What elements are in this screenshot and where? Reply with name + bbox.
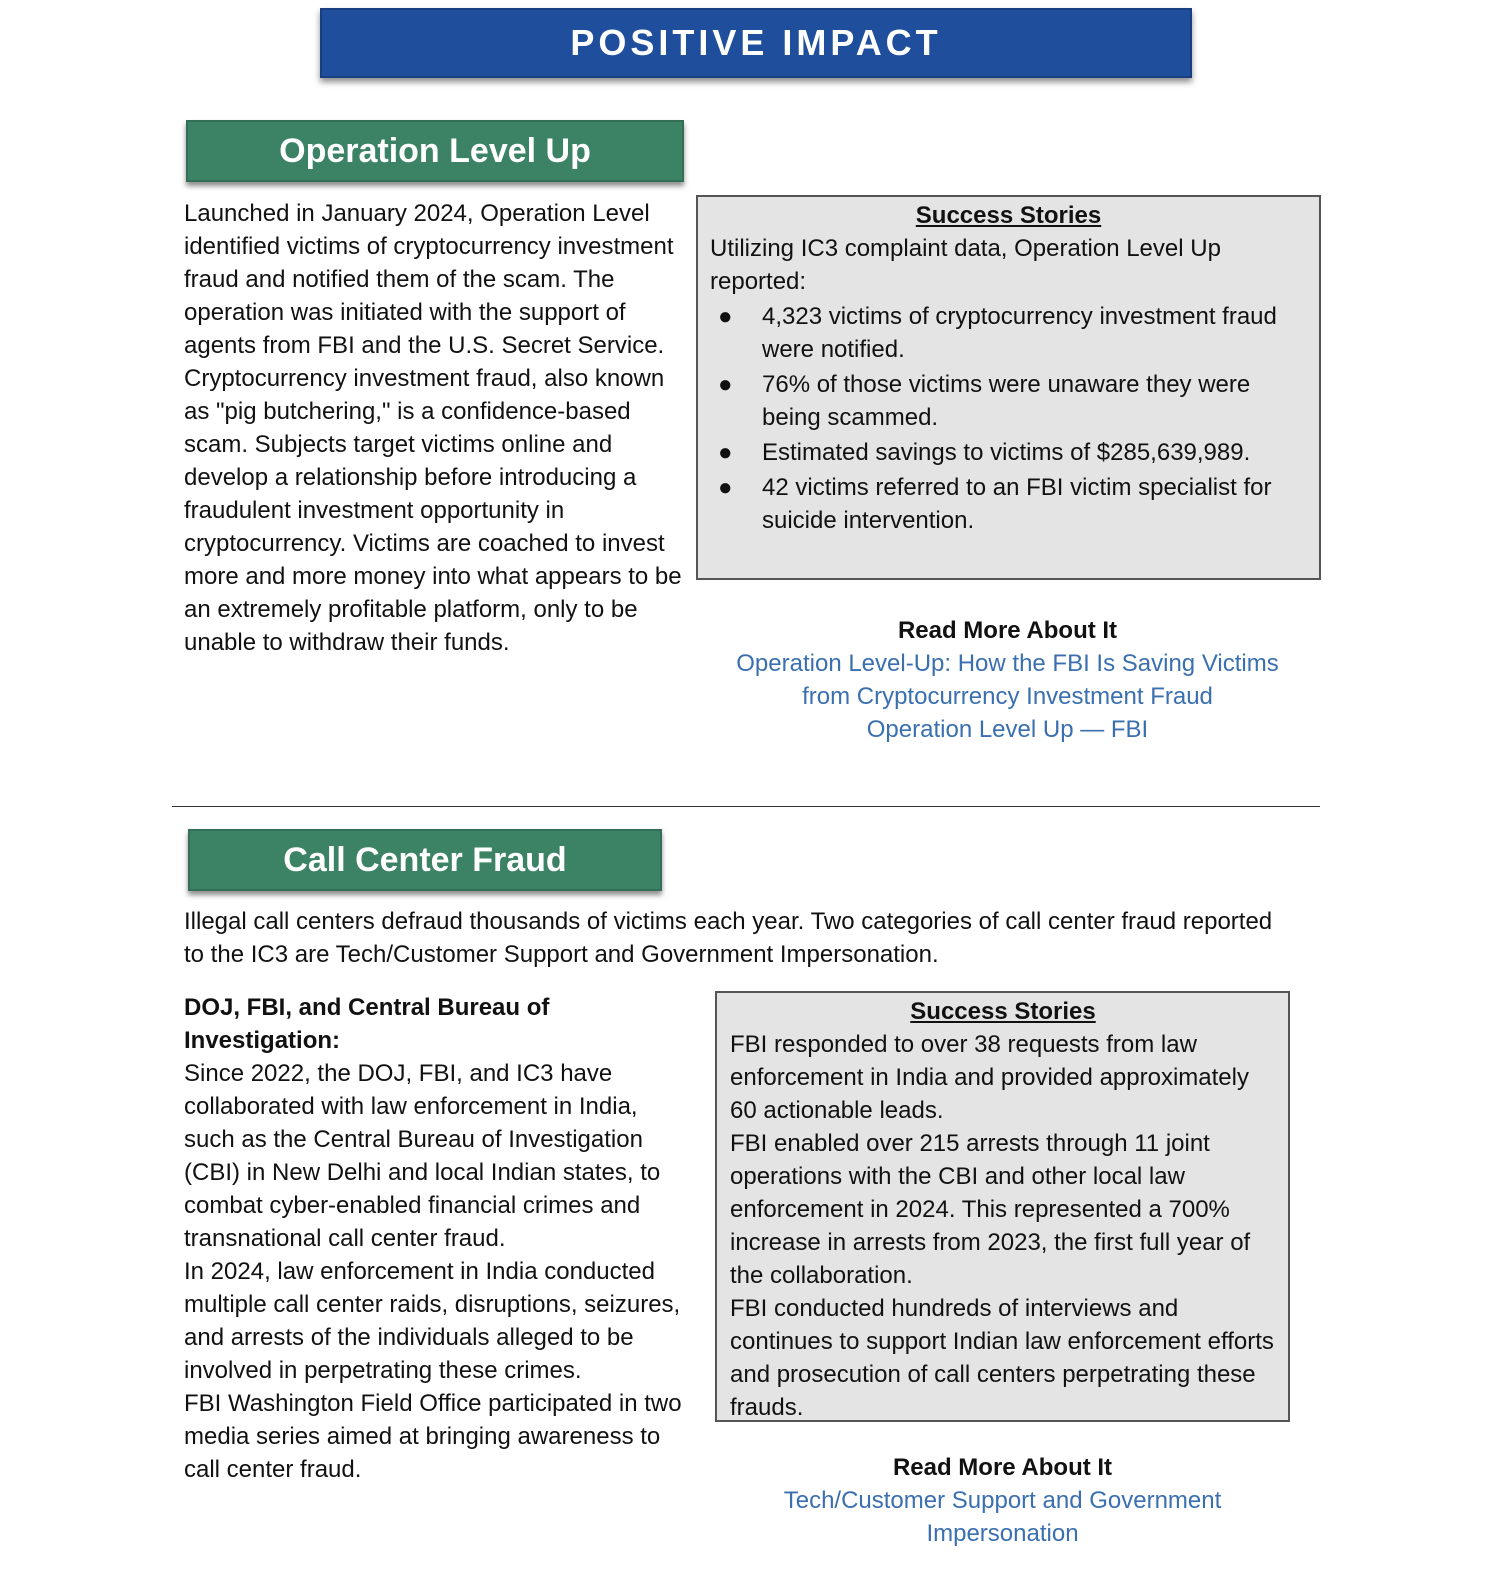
call-center-fraud-intro — [184, 905, 1294, 971]
list-item — [710, 436, 1307, 469]
bullet-icon: ● — [718, 439, 733, 466]
list-item-text: 76% of those victims were unaware they were being scammed. — [762, 371, 1251, 431]
list-item — [710, 300, 1307, 366]
operation-level-up-body: Launched in January 2024, Operation Level identified victims of cryptocurrency investment fraud and notified them of the scam. The operation was initiated with the support of agents from FBI and the U.S. Secret Service. Cryptocurrency investment fraud, also known as "pig butchering," is a confidence-based scam. Subjects target victims online and develop a relationship before introducing a fraudulent investment opportunity in cryptocurrency. Victims are coached to invest more and more money into what appears to be an extremely profitable platform, only to be unable to withdraw their funds. — [184, 200, 682, 656]
link-operation-level-up-how-fbi[interactable]: Operation Level-Up: How the FBI Is Saving Victims from Cryptocurrency Investment Fraud — [736, 650, 1279, 710]
doj-fbi-cbi-heading: DOJ, FBI, and Central Bureau of Investigation: — [184, 994, 550, 1054]
read-more-title: Read More About It — [892, 1454, 1113, 1481]
read-more-section-2 — [720, 1451, 1285, 1550]
section-divider — [172, 806, 1320, 807]
list-item-text: Estimated savings to victims of $285,639,989. — [762, 439, 1251, 466]
success-stories-intro: Utilizing IC3 complaint data, Operation Level Up reported: — [710, 235, 1221, 295]
operation-level-up-description — [184, 197, 684, 659]
success-stories-box-1 — [696, 195, 1321, 580]
read-more-section-1 — [700, 614, 1315, 746]
left-paragraph: In 2024, law enforcement in India conducted multiple call center raids, disruptions, seizures, and arrests of the individuals alleged to be involved in perpetrating these crimes. — [184, 1258, 681, 1384]
link-tech-support-government-impersonation[interactable]: Tech/Customer Support and Government Impersonation — [783, 1487, 1222, 1547]
list-item-text: 4,323 victims of cryptocurrency investment fraud were notified. — [762, 303, 1277, 363]
left-paragraph: Since 2022, the DOJ, FBI, and IC3 have collaborated with law enforcement in India, such as the Central Bureau of Investigation (CBI) in New Delhi and local Indian states, to combat cyber-enabled financial crimes and transnational call center fraud. — [184, 1060, 661, 1252]
box-paragraph: FBI responded to over 38 requests from law enforcement in India and provided approximately 60 actionable leads. — [730, 1031, 1249, 1124]
success-stories-list — [710, 300, 1307, 537]
bullet-icon: ● — [718, 303, 733, 330]
success-stories-box-2 — [715, 991, 1290, 1422]
list-item — [710, 368, 1307, 434]
success-stories-title: Success Stories — [910, 998, 1096, 1025]
call-center-left-column — [184, 991, 684, 1486]
box-paragraph: FBI conducted hundreds of interviews and continues to support Indian law enforcement efforts and prosecution of call centers perpetrating these frauds. — [730, 1295, 1274, 1421]
positive-impact-banner: POSITIVE IMPACT — [320, 8, 1192, 78]
call-center-intro-text: Illegal call centers defraud thousands of victims each year. Two categories of call center fraud reported to the IC3 are Tech/Customer Support and Government Impersonation. — [184, 908, 1273, 968]
section-tab-operation-level-up: Operation Level Up — [186, 120, 684, 182]
read-more-title: Read More About It — [897, 617, 1118, 644]
section-tab-call-center-fraud: Call Center Fraud — [188, 829, 662, 891]
list-item — [710, 471, 1307, 537]
box-paragraph: FBI enabled over 215 arrests through 11 joint operations with the CBI and other local law enforcement in 2024. This represented a 700% increase in arrests from 2023, the first full year of the collaboration. — [730, 1130, 1251, 1289]
success-stories-title: Success Stories — [915, 202, 1102, 229]
link-operation-level-up-fbi[interactable]: Operation Level Up — FBI — [866, 716, 1149, 743]
left-paragraph: FBI Washington Field Office participated in two media series aimed at bringing awareness to call center fraud. — [184, 1390, 682, 1483]
bullet-icon: ● — [718, 474, 733, 501]
bullet-icon: ● — [718, 371, 733, 398]
list-item-text: 42 victims referred to an FBI victim specialist for suicide intervention. — [762, 474, 1272, 534]
